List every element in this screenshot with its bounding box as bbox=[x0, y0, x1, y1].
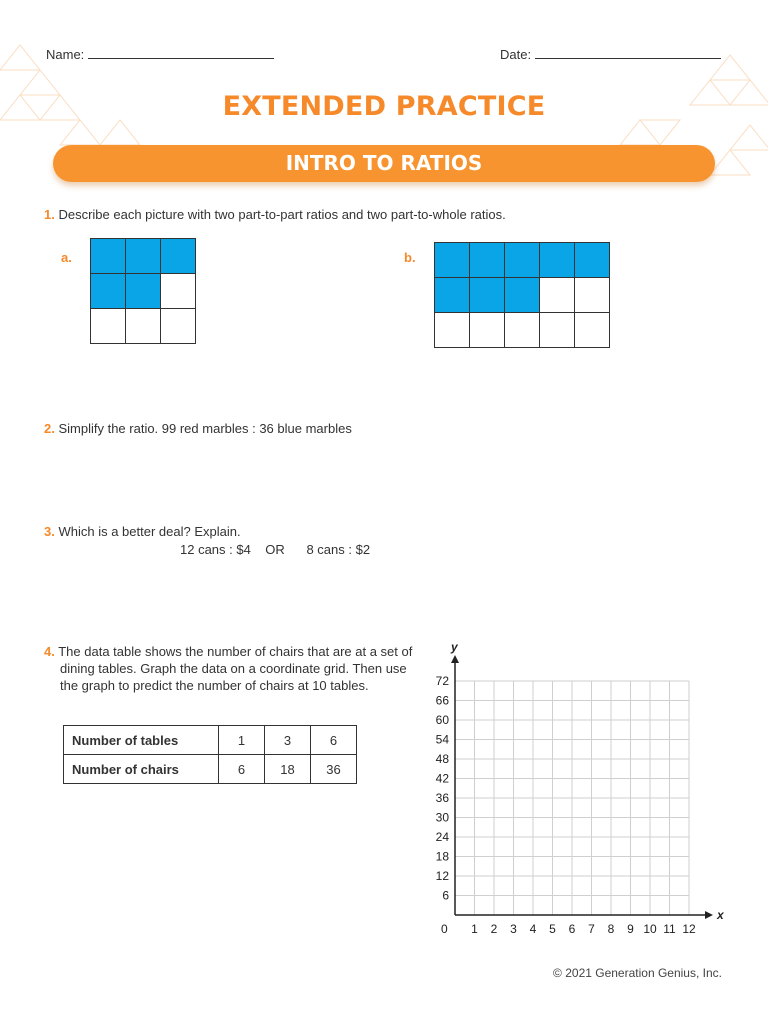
y-tick-label: 54 bbox=[435, 732, 449, 747]
question-text: Describe each picture with two part-to-part ratios and two part-to-whole ratios. bbox=[58, 207, 506, 222]
unshaded-cell bbox=[470, 313, 505, 348]
x-tick-label: 9 bbox=[627, 922, 634, 936]
y-tick-label: 48 bbox=[435, 752, 449, 766]
part-a-label: a. bbox=[61, 250, 72, 265]
question-number: 3. bbox=[44, 524, 55, 539]
origin-label: 0 bbox=[441, 922, 448, 936]
shaded-cell bbox=[505, 278, 540, 313]
y-tick-label: 6 bbox=[442, 888, 449, 903]
x-tick-label: 4 bbox=[529, 922, 537, 936]
x-tick-label: 7 bbox=[588, 922, 595, 936]
y-tick-label: 36 bbox=[435, 791, 449, 805]
unshaded-cell bbox=[575, 313, 610, 348]
table-cell: 3 bbox=[265, 726, 311, 755]
shaded-grid-b bbox=[434, 242, 610, 348]
deal-left: 12 cans : $4 bbox=[180, 542, 251, 557]
x-tick-label: 2 bbox=[490, 922, 498, 936]
table-row bbox=[64, 726, 357, 755]
coordinate-grid[interactable] bbox=[420, 640, 724, 940]
name-field[interactable] bbox=[46, 46, 274, 62]
x-tick-label: 8 bbox=[607, 922, 615, 936]
shaded-cell bbox=[91, 239, 126, 274]
question-3 bbox=[44, 524, 241, 540]
shaded-cell bbox=[161, 239, 196, 274]
shaded-cell bbox=[470, 243, 505, 278]
unshaded-cell bbox=[91, 309, 126, 344]
question-text: The data table shows the number of chairs that are at a set of dining tables. Graph the data on a coordinate grid. Then use the graph to predict the number of chairs at 10 tables. bbox=[58, 644, 413, 693]
question-number: 1. bbox=[44, 207, 55, 222]
table-cell: 6 bbox=[311, 726, 357, 755]
unshaded-cell bbox=[575, 278, 610, 313]
date-field[interactable] bbox=[500, 46, 721, 62]
date-blank-line[interactable] bbox=[535, 46, 721, 59]
shaded-cell bbox=[505, 243, 540, 278]
question-4 bbox=[44, 643, 420, 694]
y-tick-label: 12 bbox=[435, 869, 449, 883]
shaded-cell bbox=[575, 243, 610, 278]
shaded-cell bbox=[540, 243, 575, 278]
copyright-footer: © 2021 Generation Genius, Inc. bbox=[553, 966, 722, 980]
unshaded-cell bbox=[161, 274, 196, 309]
x-axis-label: x bbox=[717, 908, 724, 922]
y-tick-label: 72 bbox=[435, 674, 449, 688]
unshaded-cell bbox=[161, 309, 196, 344]
page-title: EXTENDED PRACTICE bbox=[222, 91, 546, 122]
question-2 bbox=[44, 421, 352, 437]
topic-banner: INTRO TO RATIOS bbox=[53, 145, 715, 182]
x-tick-label: 11 bbox=[663, 922, 676, 936]
y-tick-label: 30 bbox=[435, 810, 449, 825]
question-1 bbox=[44, 207, 506, 223]
question-text: Which is a better deal? Explain. bbox=[58, 524, 241, 539]
table-row bbox=[64, 755, 357, 784]
unshaded-cell bbox=[435, 313, 470, 348]
table-cell: 6 bbox=[219, 755, 265, 784]
table-cell: 18 bbox=[265, 755, 311, 784]
date-label: Date: bbox=[500, 47, 532, 62]
deal-right: 8 cans : $2 bbox=[306, 542, 371, 557]
y-tick-label: 60 bbox=[435, 713, 449, 727]
unshaded-cell bbox=[540, 278, 575, 313]
y-tick-label: 42 bbox=[435, 771, 449, 786]
deal-comparison bbox=[180, 542, 370, 557]
y-axis-arrow-icon bbox=[451, 655, 459, 663]
name-blank-line[interactable] bbox=[88, 46, 274, 59]
row-header: Number of chairs bbox=[64, 755, 219, 784]
x-tick-label: 10 bbox=[643, 922, 657, 936]
y-axis-label: y bbox=[451, 640, 458, 654]
x-tick-label: 1 bbox=[471, 922, 478, 936]
question-number: 4. bbox=[44, 644, 55, 659]
data-table bbox=[63, 725, 357, 784]
y-tick-label: 24 bbox=[435, 830, 449, 844]
shaded-grid-a bbox=[90, 238, 196, 344]
shaded-cell bbox=[91, 274, 126, 309]
table-cell: 1 bbox=[219, 726, 265, 755]
x-tick-label: 3 bbox=[510, 922, 517, 936]
unshaded-cell bbox=[126, 309, 161, 344]
x-axis-arrow-icon bbox=[705, 911, 713, 919]
question-number: 2. bbox=[44, 421, 55, 436]
part-b-label: b. bbox=[404, 250, 416, 265]
table-cell: 36 bbox=[311, 755, 357, 784]
unshaded-cell bbox=[540, 313, 575, 348]
x-tick-label: 12 bbox=[682, 922, 696, 936]
shaded-cell bbox=[435, 278, 470, 313]
x-tick-label: 6 bbox=[568, 922, 576, 936]
shaded-cell bbox=[126, 239, 161, 274]
deal-or: OR bbox=[265, 542, 285, 557]
unshaded-cell bbox=[505, 313, 540, 348]
y-tick-label: 18 bbox=[435, 849, 449, 864]
y-tick-label: 66 bbox=[435, 693, 449, 708]
shaded-cell bbox=[435, 243, 470, 278]
shaded-cell bbox=[126, 274, 161, 309]
row-header: Number of tables bbox=[64, 726, 219, 755]
x-tick-label: 5 bbox=[549, 922, 556, 936]
question-text: Simplify the ratio. 99 red marbles : 36 blue marbles bbox=[58, 421, 352, 436]
name-label: Name: bbox=[46, 47, 85, 62]
shaded-cell bbox=[470, 278, 505, 313]
